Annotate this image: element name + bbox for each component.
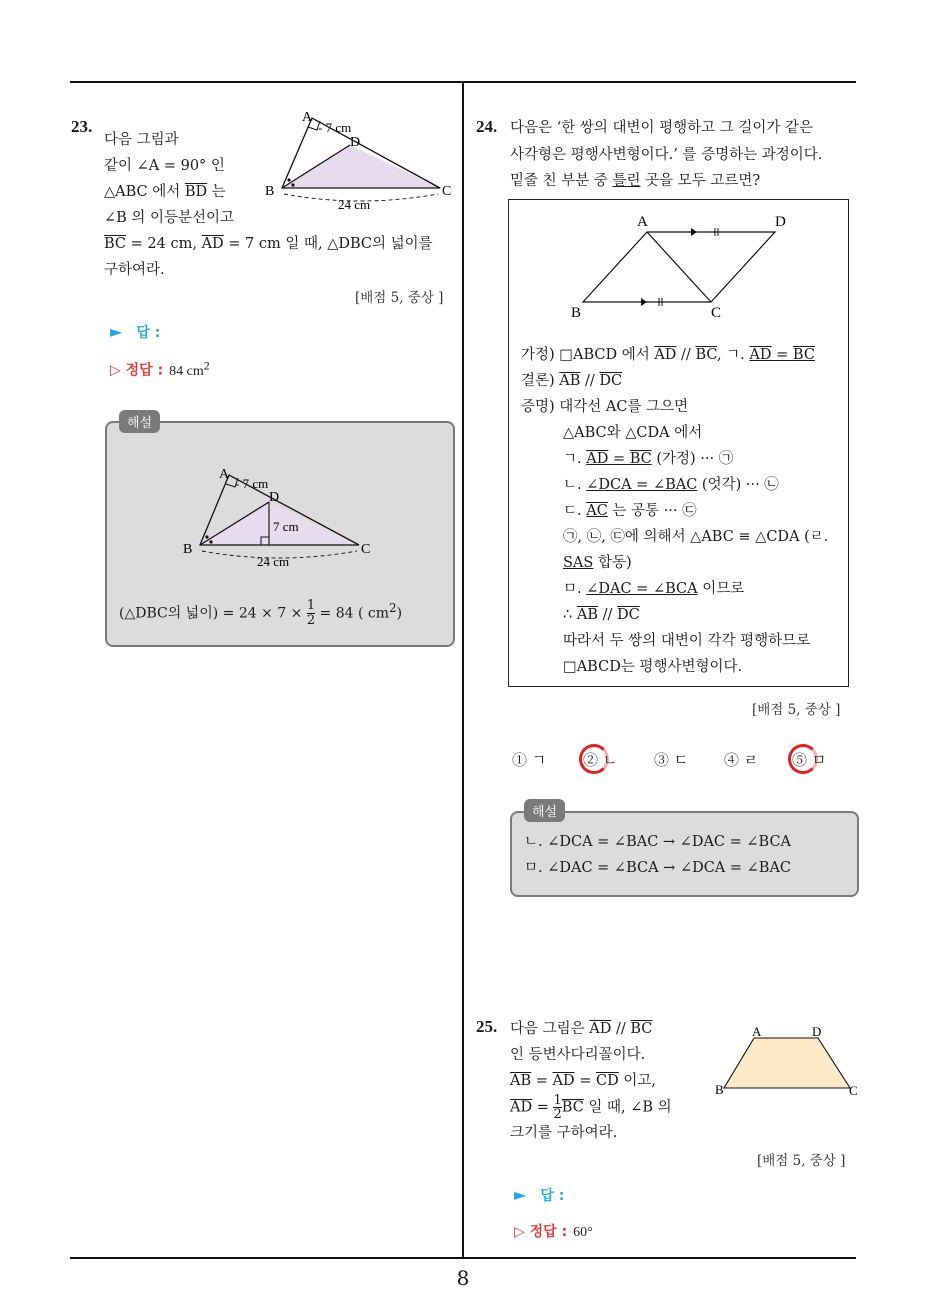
- correct-answer: ▷ 정답 : 84 $cm^2$: [110, 358, 210, 379]
- choice-3[interactable]: ③ ㄷ: [654, 751, 689, 769]
- question-text-line: △ABC 에서 $\overline{BD}$ 는: [104, 184, 226, 200]
- proof-line: ㅁ. ∠DAC = ∠BCA 이므로: [563, 581, 745, 597]
- solution-figure: [177, 465, 387, 575]
- question-text-line: 크기를 구하여라.: [510, 1125, 618, 1141]
- proof-line: ㉠, ㉡, ㉢에 의해서 △ABC ≡ △CDA (ㄹ.: [563, 529, 829, 545]
- solution-box: [510, 811, 859, 897]
- vertex-label: C: [849, 1083, 858, 1098]
- proof-box: [508, 199, 849, 687]
- solution-text: (△DBC의 넓이) = 24 × 7 × $\frac{1}{2}$ = 84 ( $cm^2$): [119, 598, 403, 629]
- page-number: 8: [456, 1266, 470, 1290]
- vertex-label: D: [350, 135, 361, 150]
- proof-line: SAS 합동): [563, 555, 632, 571]
- question-text-line: $\overline{BC} = 24$ cm, $\overline{AD} = 7$ cm 일 때, △DBC의 넓이를: [104, 236, 433, 252]
- answer-label: ► 답 :: [514, 1185, 565, 1204]
- question-text-line: $\overline{AB} = \overline{AD} = \overline{CD}$ 이고,: [510, 1073, 656, 1089]
- question-number: 24.: [476, 117, 498, 136]
- solution-tag: 해설: [119, 410, 160, 433]
- choice-4[interactable]: ④ ㄹ: [724, 751, 759, 769]
- vertex-label: A: [637, 214, 648, 230]
- proof-head: 증명) 대각선 AC를 그으면: [521, 399, 689, 415]
- vertex-label: B: [715, 1082, 724, 1097]
- proof-line: ㄱ. AD = BC (가정) ··· ㉠: [563, 451, 734, 467]
- question-text-line: 다음 그림과: [104, 132, 179, 148]
- solution-box: [105, 421, 455, 647]
- correct-answer: ▷ 정답 : 60°: [514, 1224, 593, 1240]
- question-text-line: 인 등변사다리꼴이다.: [510, 1047, 646, 1063]
- proof-line: 따라서 두 쌍의 대변이 각각 평행하므로: [563, 633, 811, 649]
- vertex-label: A: [302, 110, 313, 125]
- column-divider: [462, 82, 464, 1258]
- choice-2[interactable]: ② ㄴ: [583, 751, 618, 769]
- vertex-label: B: [265, 184, 275, 199]
- question-text-line: 구하여라.: [104, 262, 165, 278]
- proof-line: △ABC와 △CDA 에서: [563, 425, 703, 441]
- circled-mark: [788, 744, 818, 774]
- vertex-label: C: [711, 305, 722, 320]
- choice-1[interactable]: ① ㄱ: [512, 751, 547, 769]
- question-text-line: $\overline{AD}$ = $\frac{1}{2}$ $\overline{BC}$ 일 때, ∠B 의: [510, 1093, 672, 1122]
- question-text-line: 다음 그림은 $\overline{AD} // \overline{BC}$: [510, 1021, 653, 1037]
- answer-label: ► 답 :: [110, 322, 161, 341]
- vertex-label: D: [775, 214, 786, 230]
- length-label: 24 cm: [338, 197, 371, 212]
- solution-text: ㄴ. ∠DCA = ∠BAC → ∠DAC = ∠BCA: [524, 834, 792, 850]
- choice-5[interactable]: ⑤ ㅁ: [792, 751, 827, 769]
- score-label: [배점 5, 중상 ]: [355, 290, 444, 306]
- vertex-label: C: [361, 542, 371, 557]
- triangle-figure: [262, 108, 462, 214]
- question-text-line: ∠B 의 이등분선이고: [104, 210, 235, 226]
- length-label: 24 cm: [257, 554, 290, 569]
- question-number: 25.: [476, 1017, 498, 1036]
- question-text-line: 다음은 ‘한 쌍의 대변이 평행하고 그 길이가 같은: [510, 120, 814, 136]
- proof-line: ∴ $\overline{AB} // \overline{DC}$: [563, 607, 640, 623]
- solution-text: ㅁ. ∠DAC = ∠BCA → ∠DCA = ∠BAC: [524, 860, 792, 876]
- score-label: [배점 5, 중상 ]: [752, 702, 841, 718]
- vertex-label: C: [442, 184, 452, 199]
- proof-conclusion: 결론) $\overline{AB} // \overline{DC}$: [521, 373, 623, 389]
- vertex-label: D: [812, 1024, 822, 1039]
- vertex-label: B: [183, 542, 193, 557]
- question-text-line: 밑줄 친 부분 중 틀린 곳을 모두 고르면?: [510, 173, 761, 189]
- score-label: [배점 5, 중상 ]: [757, 1153, 846, 1169]
- parallelogram-figure: [567, 210, 797, 320]
- bottom-rule: [70, 1257, 856, 1259]
- vertex-label: D: [269, 490, 280, 505]
- trapezoid-figure: [712, 1022, 862, 1102]
- length-label: - 7 cm: [235, 476, 269, 491]
- question-text-line: 같이 ∠A = 90° 인: [104, 158, 225, 174]
- vertex-label: A: [219, 467, 230, 482]
- proof-line: ㄴ. ∠DCA = ∠BAC (엇각) ··· ㉡: [563, 477, 779, 493]
- proof-line: ㄷ. AC 는 공통 ··· ㉢: [563, 503, 697, 519]
- solution-tag: 해설: [524, 799, 565, 822]
- length-label: - 7 cm: [318, 120, 352, 135]
- question-number: 23.: [71, 117, 93, 136]
- proof-line: □ABCD는 평행사변형이다.: [563, 659, 743, 675]
- question-text-line: 사각형은 평행사변형이다.’ 를 증명하는 과정이다.: [510, 147, 823, 163]
- vertex-label: A: [752, 1024, 762, 1039]
- vertex-label: B: [571, 305, 582, 320]
- proof-given: 가정) □ABCD 에서 $\overline{AD} // \overline{BC}$, ㄱ. AD = BC: [521, 347, 815, 363]
- circled-mark: [579, 744, 609, 774]
- length-label: 7 cm: [273, 519, 299, 534]
